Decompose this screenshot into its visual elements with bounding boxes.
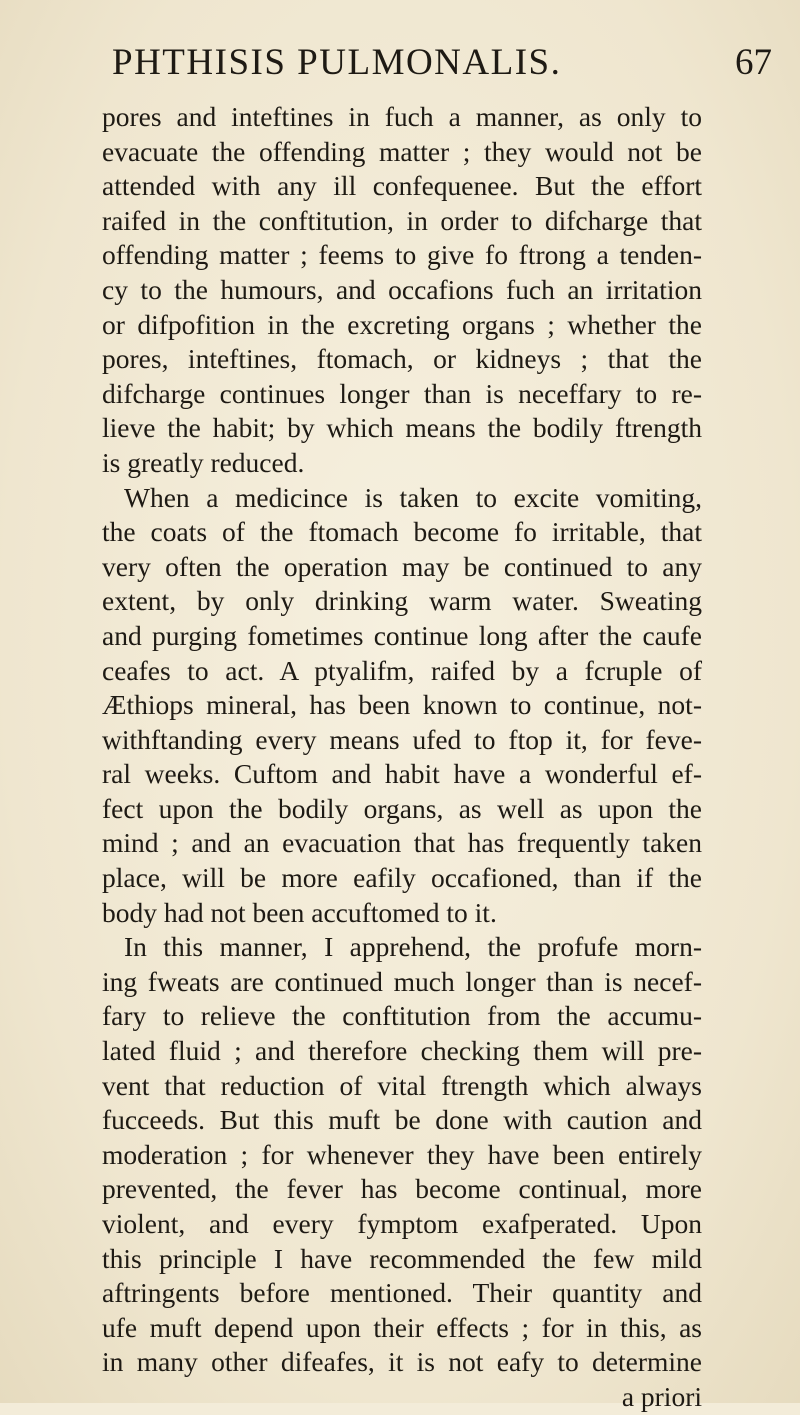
body-text — [102, 100, 702, 1415]
text-line: very often the operation may be continued to any — [102, 550, 702, 582]
text-line: When a medicince is taken to excite vomiting, — [124, 481, 702, 513]
text-line: pores, inteftines, ftomach, or kidneys ; that the — [102, 343, 702, 375]
text-line: raifed in the conftitution, in order to difcharge that — [102, 204, 702, 236]
page-number: 67 — [735, 42, 772, 83]
text-line: this principle I have recommended the few mild — [102, 1242, 702, 1274]
text-line: ceafes to act. A ptyalifm, raifed by a fcruple of — [102, 654, 702, 686]
text-line: In this manner, I apprehend, the profufe morn- — [124, 931, 702, 963]
text-line: offending matter ; feems to give fo ftrong a tenden- — [102, 239, 702, 271]
text-line: or difpofition in the excreting organs ; whether the — [102, 308, 702, 340]
text-line: fect upon the bodily organs, as well as upon the — [102, 792, 702, 824]
text-line: ral weeks. Cuftom and habit have a wonderful ef- — [102, 758, 702, 790]
text-line: vent that reduction of vital ftrength which always — [102, 1069, 702, 1101]
catchword: a priori — [621, 1380, 702, 1412]
text-line: moderation ; for whenever they have been entirely — [102, 1138, 702, 1170]
running-head — [0, 40, 800, 90]
text-line: is greatly reduced. — [102, 446, 305, 478]
text-line: in many other difeafes, it is not eafy to determine — [102, 1346, 702, 1378]
text-line: body had not been accuftomed to it. — [102, 896, 497, 928]
text-line: the coats of the ftomach become fo irritable, that — [102, 516, 702, 548]
text-line: fucceeds. But this muft be done with caution and — [102, 1104, 702, 1136]
text-line: violent, and every fymptom exafperated. Upon — [102, 1208, 702, 1239]
text-line: place, will be more eafily occafioned, than if the — [102, 862, 702, 894]
text-line: lieve the habit; by which means the bodily ftrength — [102, 412, 702, 444]
running-title: PHTHISIS PULMONALIS. — [112, 42, 562, 83]
text-line: evacuate the offending matter ; they would not be — [102, 135, 702, 167]
text-line: ing fweats are continued much longer than is necef- — [102, 965, 702, 997]
text-line: prevented, the fever has become continual, more — [102, 1173, 702, 1205]
text-line: lated fluid ; and therefore checking them will pre- — [102, 1035, 702, 1067]
text-line: extent, by only drinking warm water. Sweating — [102, 585, 702, 617]
text-line: fary to relieve the conftitution from the accumu- — [102, 1000, 702, 1032]
text-line: mind ; and an evacuation that has frequently taken — [102, 827, 702, 859]
text-line: ufe muft depend upon their effects ; for in this, as — [102, 1311, 702, 1343]
text-line: pores and inteftines in fuch a manner, as only to — [102, 101, 702, 132]
text-line: attended with any ill confequenee. But the effort — [102, 170, 702, 202]
text-line: Æthiops mineral, has been known to continue, not- — [102, 689, 702, 721]
text-line: withftanding every means ufed to ftop it, for feve- — [102, 723, 702, 755]
text-line: and purging fometimes continue long after the caufe — [102, 619, 702, 651]
text-line: cy to the humours, and occafions fuch an irritation — [102, 273, 702, 305]
text-line: aftringents before mentioned. Their quantity and — [102, 1277, 702, 1309]
text-line: difcharge continues longer than is neceffary to re- — [102, 377, 702, 409]
